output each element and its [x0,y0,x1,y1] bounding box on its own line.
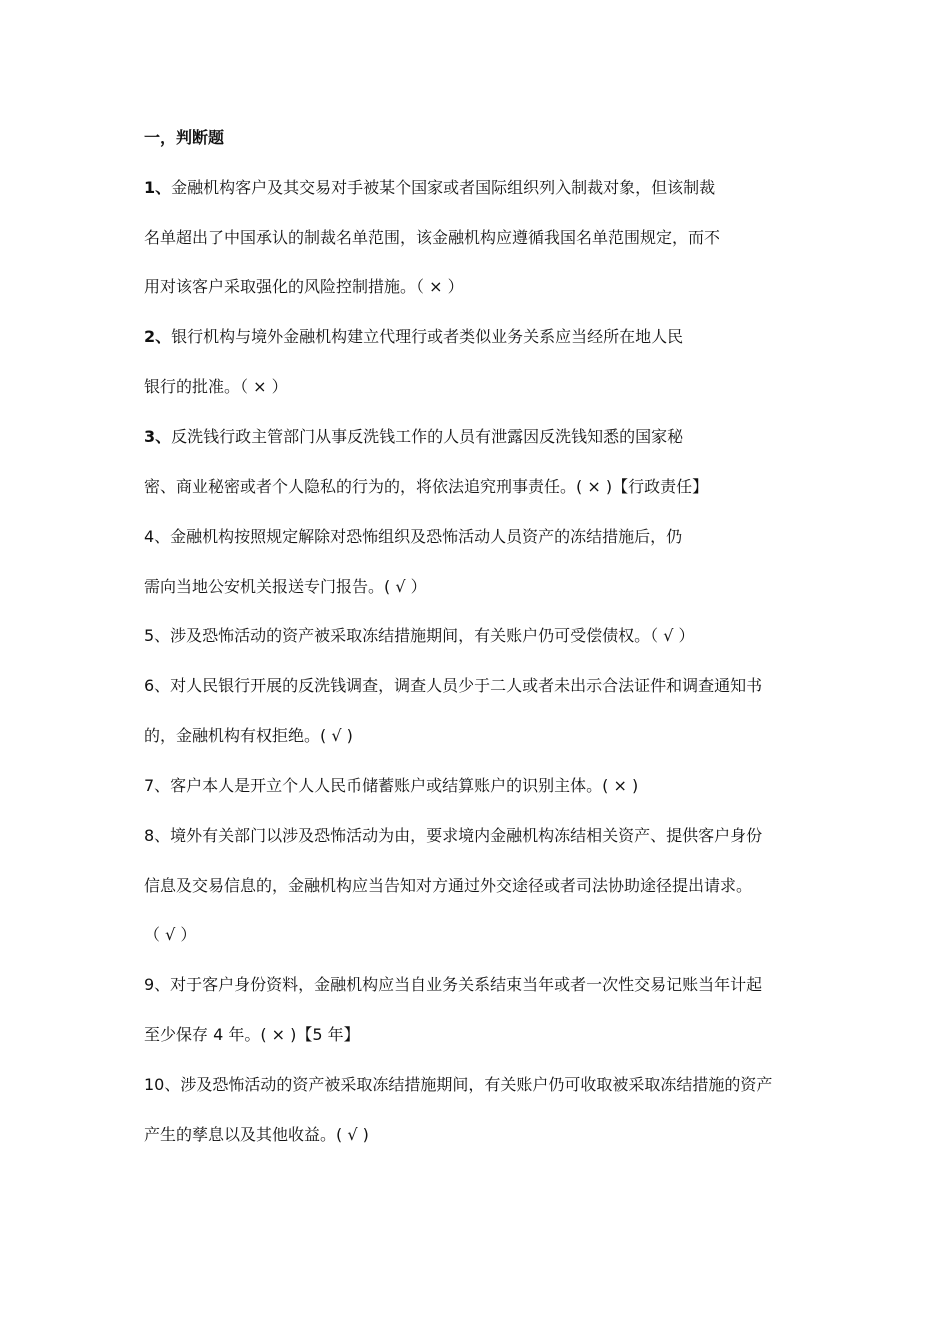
question-text: 银行机构与境外金融机构建立代理行或者类似业务关系应当经所在地人民 [171,327,684,346]
question-text: 8、境外有关部门以涉及恐怖活动为由，要求境内金融机构冻结相关资产、提供客户身份 [144,826,763,845]
question-5-line-1 [144,626,695,646]
question-2-line-1 [144,327,683,347]
question-8-line-1 [144,826,762,846]
question-9-line-2 [144,1025,360,1045]
question-3-line-1 [144,427,683,447]
section-title: 一，判断题 [144,128,225,147]
question-text: 4、金融机构按照规定解除对恐怖组织及恐怖活动人员资产的冻结措施后，仍 [144,527,683,546]
question-text: 反洗钱行政主管部门从事反洗钱工作的人员有泄露因反洗钱知悉的国家秘 [171,427,684,446]
question-text: 银行的批准。（ × ） [144,377,288,396]
question-text: 需向当地公安机关报送专门报告。( √ ） [144,577,427,596]
question-text: 金融机构客户及其交易对手被某个国家或者国际组织列入制裁对象，但该制裁 [171,178,716,197]
question-4-line-2 [144,577,427,597]
question-4-line-1 [144,527,682,547]
question-8-line-2 [144,876,752,896]
question-text: 用对该客户采取强化的风险控制措施。（ × ） [144,277,464,296]
question-10-line-1 [144,1075,772,1095]
question-number: 1、 [144,178,172,197]
question-text: 的，金融机构有权拒绝。( √ ) [144,726,353,745]
question-1-line-3 [144,277,464,297]
question-text: （ √ ） [144,925,197,944]
question-8-line-3 [144,925,196,945]
question-6-line-2 [144,726,353,746]
question-10-line-2 [144,1125,369,1145]
question-1-line-1 [144,178,715,198]
question-1-line-2 [144,228,720,248]
question-text: 5、涉及恐怖活动的资产被采取冻结措施期间，有关账户仍可受偿债权。（ √ ） [144,626,695,645]
question-number: 2、 [144,327,172,346]
question-text: 密、商业秘密或者个人隐私的行为的，将依法追究刑事责任。( × )【行政责任】 [144,477,709,496]
question-text: 9、对于客户身份资料，金融机构应当自业务关系结束当年或者一次性交易记账当年计起 [144,975,763,994]
question-text: 10、涉及恐怖活动的资产被采取冻结措施期间，有关账户仍可收取被采取冻结措施的资产 [144,1075,773,1094]
question-text: 7、客户本人是开立个人人民币储蓄账户或结算账户的识别主体。( × ) [144,776,639,795]
question-6-line-1 [144,676,762,696]
question-number: 3、 [144,427,172,446]
question-3-line-2 [144,477,708,497]
question-7-line-1 [144,776,638,796]
question-text: 6、对人民银行开展的反洗钱调查，调查人员少于二人或者未出示合法证件和调查通知书 [144,676,763,695]
question-2-line-2 [144,377,288,397]
question-9-line-1 [144,975,762,995]
question-text: 名单超出了中国承认的制裁名单范围，该金融机构应遵循我国名单范围规定，而不 [144,228,721,247]
question-text: 信息及交易信息的，金融机构应当告知对方通过外交途径或者司法协助途径提出请求。 [144,876,753,895]
question-text: 产生的孳息以及其他收益。( √ ) [144,1125,369,1144]
question-text: 至少保存 4 年。( × )【5 年】 [144,1025,360,1044]
